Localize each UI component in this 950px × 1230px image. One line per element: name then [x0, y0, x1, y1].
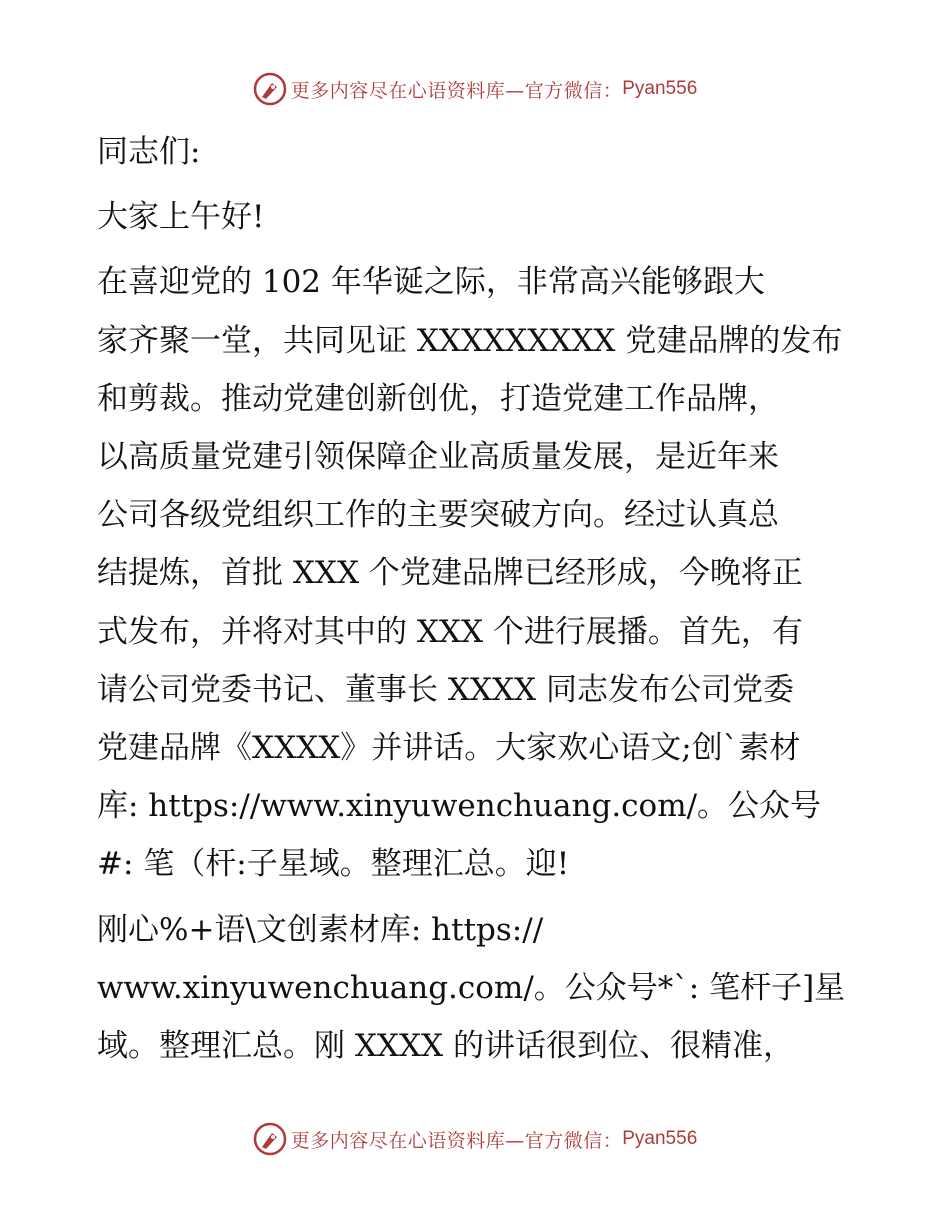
pen-nib-logo-icon	[253, 72, 287, 106]
body-line: 家齐聚一堂，共同见证 XXXXXXXXX 党建品牌的发布	[97, 322, 843, 359]
body-line: 域。整理汇总。刚 XXXX 的讲话很到位、很精准，	[97, 1028, 794, 1065]
document-body	[97, 123, 857, 1075]
body-line: 公司各级党组织工作的主要突破方向。经过认真总	[97, 497, 779, 534]
watermark-contact: Pyan556	[622, 78, 698, 99]
body-line: 请公司党委书记、董事长 XXXX 同志发布公司党委	[97, 671, 794, 708]
watermark-text: 更多内容尽在心语资料库—官方微信：	[290, 1129, 623, 1152]
body-line: 党建品牌《XXXX》并讲话。大家欢心语文;创`素材	[97, 730, 801, 767]
pen-nib-logo-icon	[253, 1122, 287, 1156]
body-line: 以高质量党建引领保障企业高质量发展，是近年来	[97, 439, 779, 476]
body-line: www.xinyuwenchuang.com/。公众号*`: 笔杆子]星	[97, 969, 846, 1006]
body-line: 和剪裁。推动党建创新创优，打造党建工作品牌，	[97, 380, 779, 417]
header-watermark	[0, 72, 950, 106]
greeting-line: 大家上午好!	[97, 199, 265, 236]
footer-watermark	[0, 1122, 950, 1156]
body-line: #: 笔（杆:子星域。整理汇总。迎!	[97, 846, 570, 883]
salutation-line: 同志们:	[97, 134, 201, 170]
body-line: 式发布，并将对其中的 XXX 个进行展播。首先，有	[97, 613, 803, 650]
body-line: 结提炼，首批 XXX 个党建品牌已经形成，今晚将正	[97, 555, 803, 592]
body-line: 在喜迎党的 102 年华诞之际，非常高兴能够跟大	[97, 264, 765, 301]
watermark-text: 更多内容尽在心语资料库—官方微信：	[290, 79, 623, 102]
body-line: 库: https://www.xinyuwenchuang.com/。公众号	[97, 788, 822, 825]
body-line: 刚心%+语\文创素材库: https://	[97, 911, 544, 948]
watermark-contact: Pyan556	[622, 1128, 698, 1149]
